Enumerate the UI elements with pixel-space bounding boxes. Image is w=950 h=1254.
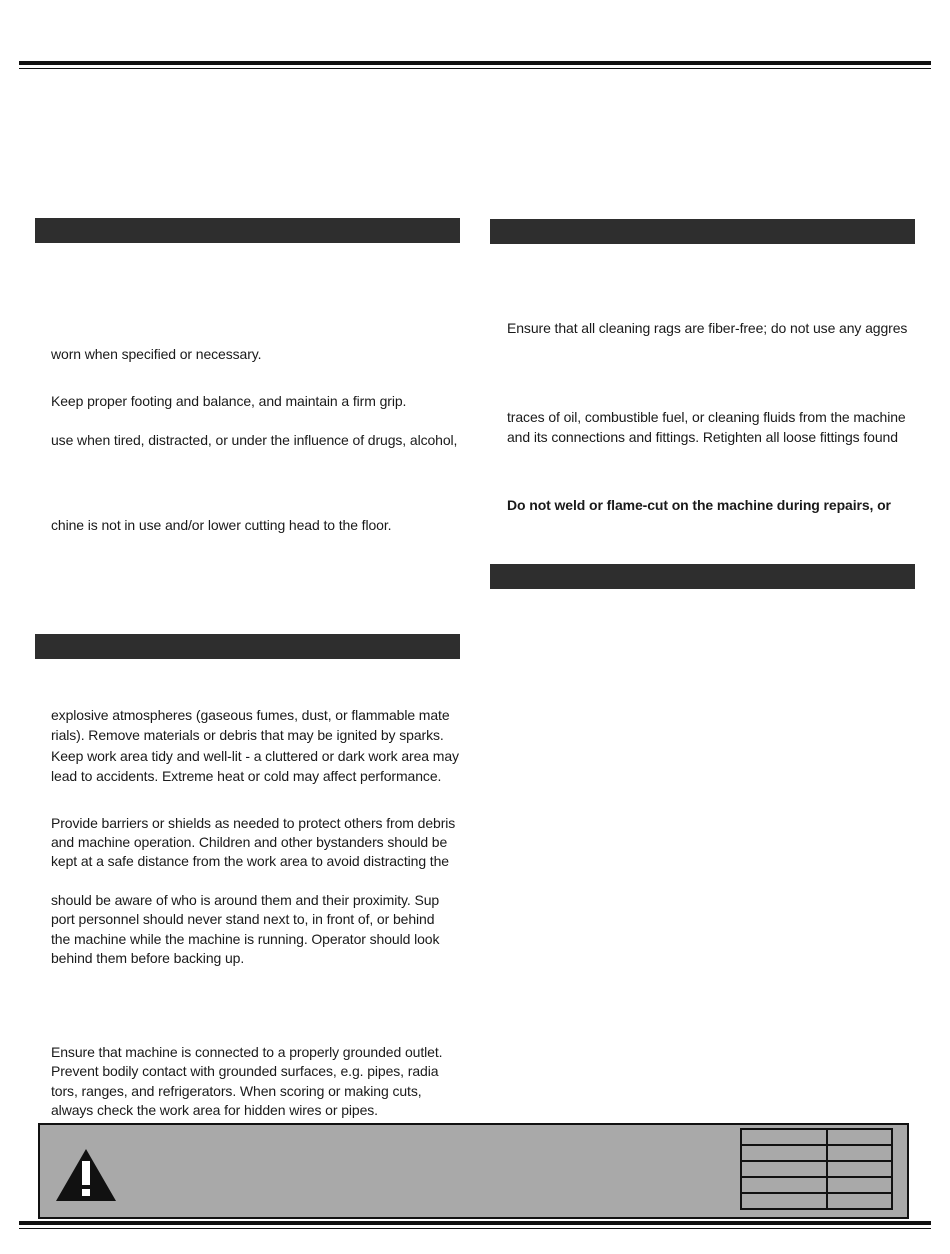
- table-row: [741, 1177, 892, 1193]
- table-cell: [741, 1145, 827, 1161]
- left-s1-line: worn when specified or necessary.: [51, 346, 262, 362]
- left-section-1-header-bar: [35, 218, 460, 243]
- table-cell: [741, 1161, 827, 1177]
- top-rule-thin: [19, 68, 931, 69]
- table-cell: [741, 1177, 827, 1193]
- right-section-2-header-bar: [490, 564, 915, 589]
- table-cell: [827, 1177, 892, 1193]
- table-row: [741, 1145, 892, 1161]
- left-s2-line: the machine while the machine is running. Operator should look: [51, 931, 440, 947]
- table-cell: [827, 1193, 892, 1209]
- warning-info-table: [740, 1128, 893, 1210]
- right-s1-line: Ensure that all cleaning rags are fiber-free; do not use any aggres: [507, 320, 908, 336]
- left-s2-line: Keep work area tidy and well-lit - a cluttered or dark work area may: [51, 748, 459, 764]
- warning-panel: [38, 1123, 909, 1219]
- left-s2-line: lead to accidents. Extreme heat or cold may affect performance.: [51, 768, 442, 784]
- left-s2-line: explosive atmospheres (gaseous fumes, dust, or flammable mate: [51, 707, 450, 723]
- left-s2-line: Ensure that machine is connected to a properly grounded outlet.: [51, 1044, 443, 1060]
- left-s1-line: chine is not in use and/or lower cutting head to the floor.: [51, 517, 392, 533]
- left-s1-line: use when tired, distracted, or under the influence of drugs, alcohol,: [51, 432, 458, 448]
- left-s2-line: kept at a safe distance from the work area to avoid distracting the: [51, 853, 449, 869]
- left-s2-line: port personnel should never stand next to, in front of, or behind: [51, 911, 435, 927]
- table-row: [741, 1161, 892, 1177]
- warning-triangle-icon: [54, 1147, 118, 1203]
- right-s1-bold-line: Do not weld or flame-cut on the machine during repairs, or: [507, 497, 891, 513]
- left-s2-line: Provide barriers or shields as needed to protect others from debris: [51, 815, 456, 831]
- table-row: [741, 1193, 892, 1209]
- left-s2-line: Prevent bodily contact with grounded surfaces, e.g. pipes, radia: [51, 1063, 439, 1079]
- table-row: [741, 1129, 892, 1145]
- left-s2-line: always check the work area for hidden wires or pipes.: [51, 1102, 378, 1118]
- top-rule-thick: [19, 61, 931, 65]
- left-s1-line: Keep proper footing and balance, and maintain a firm grip.: [51, 393, 407, 409]
- table-cell: [827, 1145, 892, 1161]
- right-s1-line: and its connections and fittings. Retighten all loose fittings found: [507, 429, 898, 445]
- left-s2-line: should be aware of who is around them and their proximity. Sup: [51, 892, 440, 908]
- left-s2-line: tors, ranges, and refrigerators. When scoring or making cuts,: [51, 1083, 422, 1099]
- left-s2-line: rials). Remove materials or debris that may be ignited by sparks.: [51, 727, 444, 743]
- right-s1-line: traces of oil, combustible fuel, or cleaning fluids from the machine: [507, 409, 906, 425]
- bottom-rule-thick: [19, 1221, 931, 1225]
- table-cell: [827, 1161, 892, 1177]
- left-s2-line: behind them before backing up.: [51, 950, 245, 966]
- left-s2-line: and machine operation. Children and other bystanders should be: [51, 834, 448, 850]
- table-cell: [741, 1129, 827, 1145]
- right-section-1-header-bar: [490, 219, 915, 244]
- table-cell: [827, 1129, 892, 1145]
- table-cell: [741, 1193, 827, 1209]
- bottom-rule-thin: [19, 1228, 931, 1229]
- left-section-2-header-bar: [35, 634, 460, 659]
